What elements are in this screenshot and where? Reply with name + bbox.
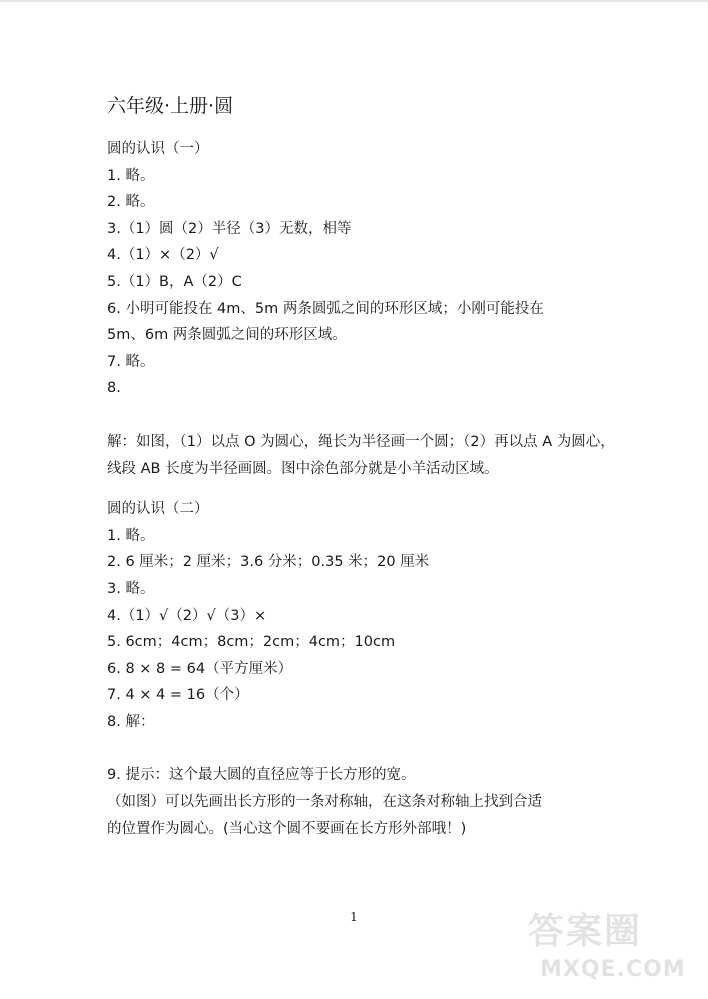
top-rule: [0, 0, 708, 2]
tip-line: 9. 提示：这个最大圆的直径应等于长方形的宽。: [107, 767, 416, 784]
answer-line: 3. 略。: [107, 580, 155, 597]
answer-line: 3.（1）圆（2）半径（3）无数，相等: [107, 220, 352, 237]
tip-line: （如图）可以先画出长方形的一条对称轴，在这条对称轴上找到合适: [107, 794, 542, 811]
spacer: [107, 402, 627, 429]
answer-line: 8. 解：: [107, 713, 155, 730]
spacer: [107, 482, 627, 496]
solution-paragraph: 解：如图，（1）以点 O 为圆心，绳长为半径画一个圆；（2）再以点 A 为圆心，线段 AB 长度为半径画圆。图中涂色部分就是小羊活动区域。: [107, 433, 615, 477]
watermark-bottom-text: MXQE.COM: [540, 957, 686, 982]
section-one: [107, 136, 627, 482]
answer-line: 5.（1）B，A（2）C: [107, 273, 242, 290]
answer-line: 1. 略。: [107, 167, 155, 184]
section-two-heading: 圆的认识（二）: [107, 501, 209, 518]
answer-line: 5m、6m 两条圆弧之间的环形区域。: [107, 327, 347, 344]
tip-line: 的位置作为圆心。(当心这个圆不要画在长方形外部哦！): [107, 820, 467, 837]
answer-line: 7. 略。: [107, 353, 155, 370]
section-one-heading: 圆的认识（一）: [107, 141, 209, 157]
answer-line: 6. 8 × 8 = 64（平方厘米）: [107, 660, 293, 677]
watermark-top-text: 答案圈: [528, 911, 643, 952]
answer-line: 6. 小明可能投在 4m、5m 两条圆弧之间的环形区域；小刚可能投在: [107, 300, 544, 317]
answer-line: 4.（1）√（2）√（3）×: [107, 607, 267, 624]
answer-line: 4.（1）×（2）√: [107, 247, 219, 264]
watermark-logo: [518, 903, 698, 993]
section-two: [107, 496, 627, 842]
page-title: 六年级·上册·圆: [107, 95, 234, 117]
document-page: [107, 93, 627, 842]
answer-line: 2. 略。: [107, 194, 155, 211]
answer-line: 2. 6 厘米；2 厘米；3.6 分米；0.35 米；20 厘米: [107, 554, 430, 571]
answer-line: 8.: [107, 380, 121, 397]
answer-line: 5. 6cm；4cm；8cm；2cm；4cm；10cm: [107, 634, 396, 651]
answer-line: 7. 4 × 4 = 16（个）: [107, 687, 249, 704]
spacer: [107, 735, 627, 762]
page-number: 1: [350, 910, 358, 924]
answer-line: 1. 略。: [107, 527, 155, 544]
